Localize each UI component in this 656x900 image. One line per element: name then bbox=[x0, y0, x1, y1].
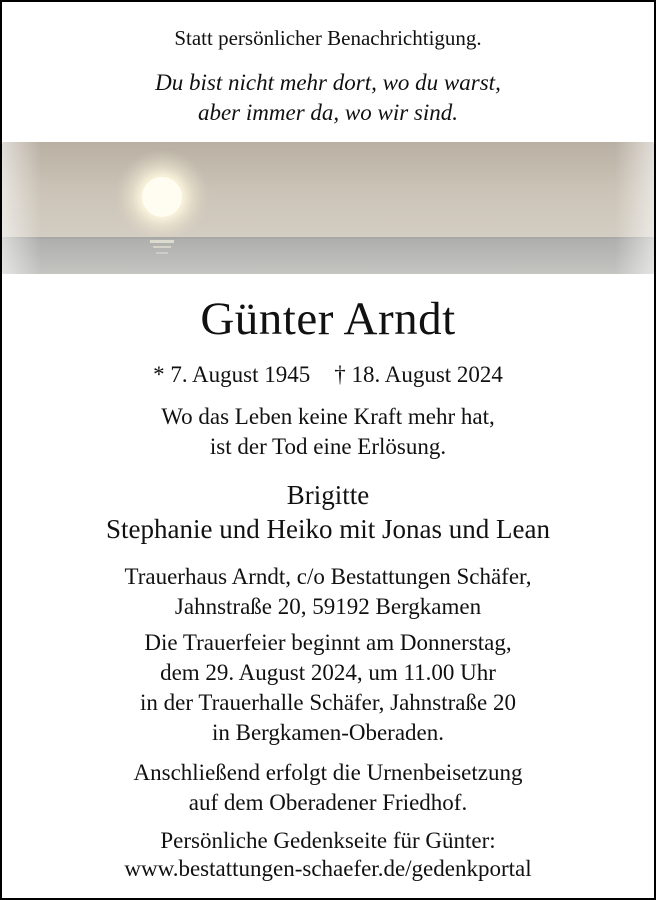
saying-line-2: ist der Tod eine Erlösung. bbox=[209, 434, 447, 459]
address-line-1: Trauerhaus Arndt, c/o Bestattungen Schäfer, bbox=[124, 564, 532, 589]
burial-line-1: Anschließend erfolgt die Urnenbeisetzung bbox=[133, 760, 523, 785]
quote-line-1: Du bist nicht mehr dort, wo du warst, bbox=[155, 70, 501, 95]
memorial-line-1: Persönliche Gedenkseite für Günter: bbox=[160, 828, 496, 853]
burial-line-2: auf dem Oberadener Friedhof. bbox=[188, 790, 468, 815]
sunset-sea-image bbox=[2, 142, 654, 274]
deceased-name: Günter Arndt bbox=[200, 293, 456, 345]
memorial-url[interactable]: www.bestattungen-schaefer.de/gedenkportal bbox=[124, 856, 532, 881]
ceremony-line-2: dem 29. August 2024, um 11.00 Uhr bbox=[160, 660, 496, 685]
address-line-2: Jahnstraße 20, 59192 Bergkamen bbox=[174, 594, 482, 619]
quote-line-2: aber immer da, wo wir sind. bbox=[197, 100, 459, 125]
ceremony-line-4: in Bergkamen-Oberaden. bbox=[211, 720, 445, 745]
birth-date: * 7. August 1945 bbox=[153, 362, 311, 387]
family-line-1: Brigitte bbox=[286, 480, 370, 510]
death-date: † 18. August 2024 bbox=[334, 362, 503, 387]
saying-line-1: Wo das Leben keine Kraft mehr hat, bbox=[161, 404, 495, 429]
notification-line: Statt persönlicher Benachrichtigung. bbox=[174, 26, 482, 50]
family-line-2: Stephanie und Heiko mit Jonas und Lean bbox=[106, 514, 550, 544]
life-dates bbox=[2, 362, 654, 388]
ceremony-line-3: in der Trauerhalle Schäfer, Jahnstraße 20 bbox=[140, 690, 516, 715]
ceremony-line-1: Die Trauerfeier beginnt am Donnerstag, bbox=[144, 630, 512, 655]
